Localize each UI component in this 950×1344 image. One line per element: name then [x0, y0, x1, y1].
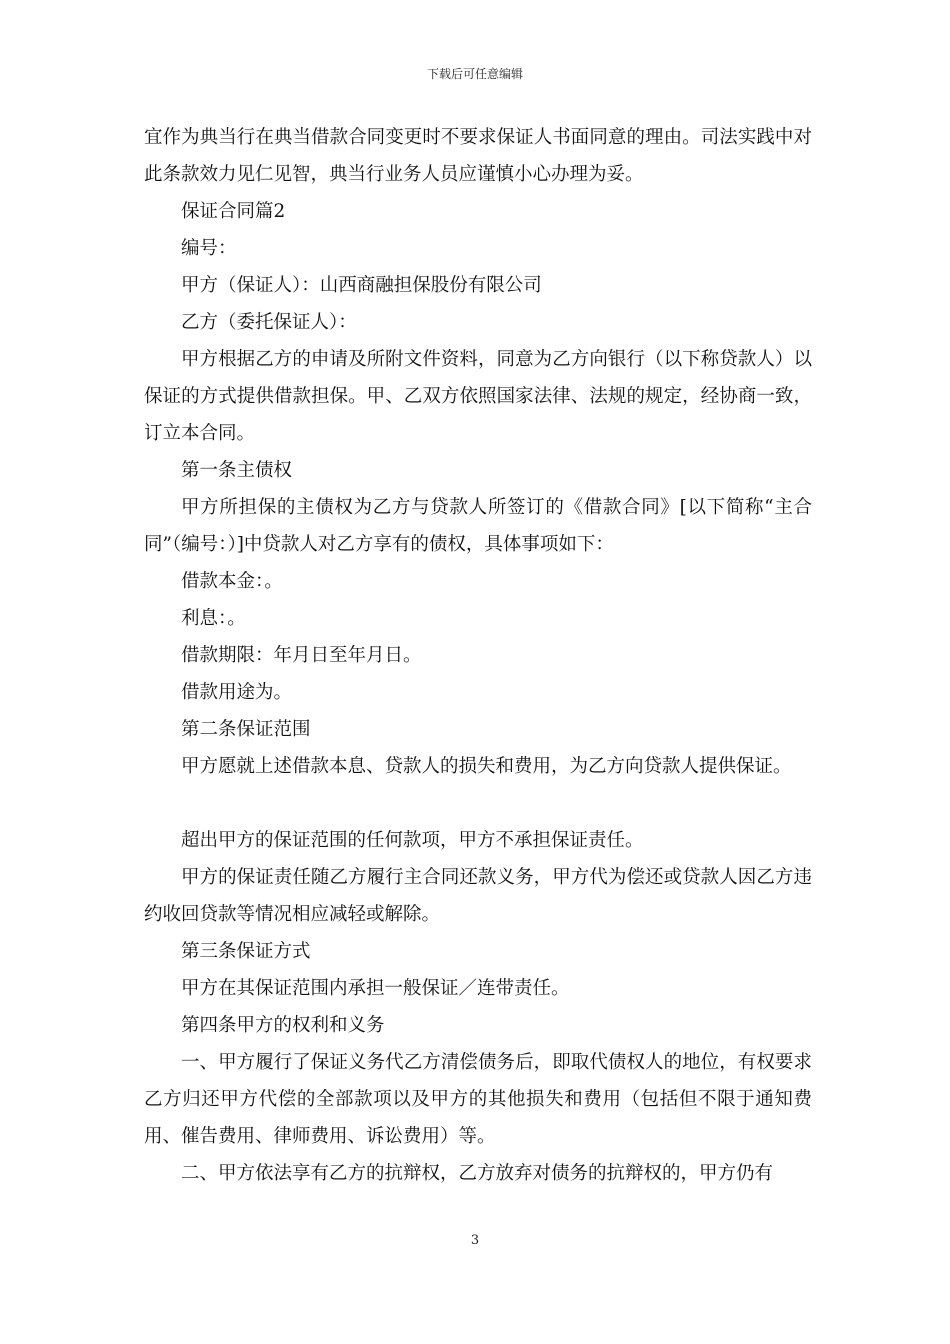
article-2-heading: 第二条保证范围	[181, 719, 311, 740]
loan-principal-line: 借款本金：。	[181, 571, 283, 592]
loan-term-line: 借款期限：年月日至年月日。	[181, 645, 422, 666]
paragraph-continuation: 宜作为典当行在典当借款合同变更时不要求保证人书面同意的理由。司法实践中对此条款效力见仁见智，典当行业务人员应谨慎小心办理为妥。	[144, 127, 812, 185]
contract-title: 保证合同篇2	[181, 201, 286, 222]
document-body	[144, 119, 812, 1192]
contract-number-line: 编号：	[181, 238, 237, 259]
party-b-line: 乙方（委托保证人）：	[181, 312, 357, 333]
interest-line: 利息：。	[181, 608, 246, 629]
blank-line	[144, 785, 812, 822]
article-4-clause-1: 一、甲方履行了保证义务代乙方清偿债务后，即取代债权人的地位，有权要求乙方归还甲方代偿的全部款项以及甲方的其他损失和费用（包括但不限于通知费用、催告费用、律师费用、诉讼费用）等。	[144, 1052, 812, 1147]
page-number: 3	[470, 1233, 480, 1248]
article-2-exclusion: 超出甲方的保证范围的任何款项，甲方不承担保证责任。	[181, 830, 644, 851]
article-4-heading: 第四条甲方的权利和义务	[181, 1015, 385, 1036]
article-1-heading: 第一条主债权	[181, 460, 293, 481]
article-1-body: 甲方所担保的主债权为乙方与贷款人所签订的《借款合同》[以下简称“主合同”（编号：）]中贷款人对乙方享有的债权，具体事项如下：	[144, 497, 812, 555]
article-4-clause-2: 二、甲方依法享有乙方的抗辩权，乙方放弃对债务的抗辩权的，甲方仍有	[181, 1163, 774, 1184]
page-header: 下载后可任意编辑	[426, 67, 523, 81]
preamble-paragraph: 甲方根据乙方的申请及所附文件资料，同意为乙方向银行（以下称贷款人）以保证的方式提供借款担保。甲、乙双方依照国家法律、法规的规定，经协商一致，订立本合同。	[144, 349, 812, 444]
article-2-body: 甲方愿就上述借款本息、贷款人的损失和费用，为乙方向贷款人提供保证。	[181, 756, 792, 777]
article-3-body: 甲方在其保证范围内承担一般保证／连带责任。	[181, 978, 570, 999]
loan-purpose-line: 借款用途为。	[181, 682, 293, 703]
article-2-reduction: 甲方的保证责任随乙方履行主合同还款义务，甲方代为偿还或贷款人因乙方违约收回贷款等情况相应减轻或解除。	[144, 867, 812, 925]
party-a-line: 甲方（保证人）：山西商融担保股份有限公司	[181, 275, 542, 296]
article-3-heading: 第三条保证方式	[181, 941, 311, 962]
